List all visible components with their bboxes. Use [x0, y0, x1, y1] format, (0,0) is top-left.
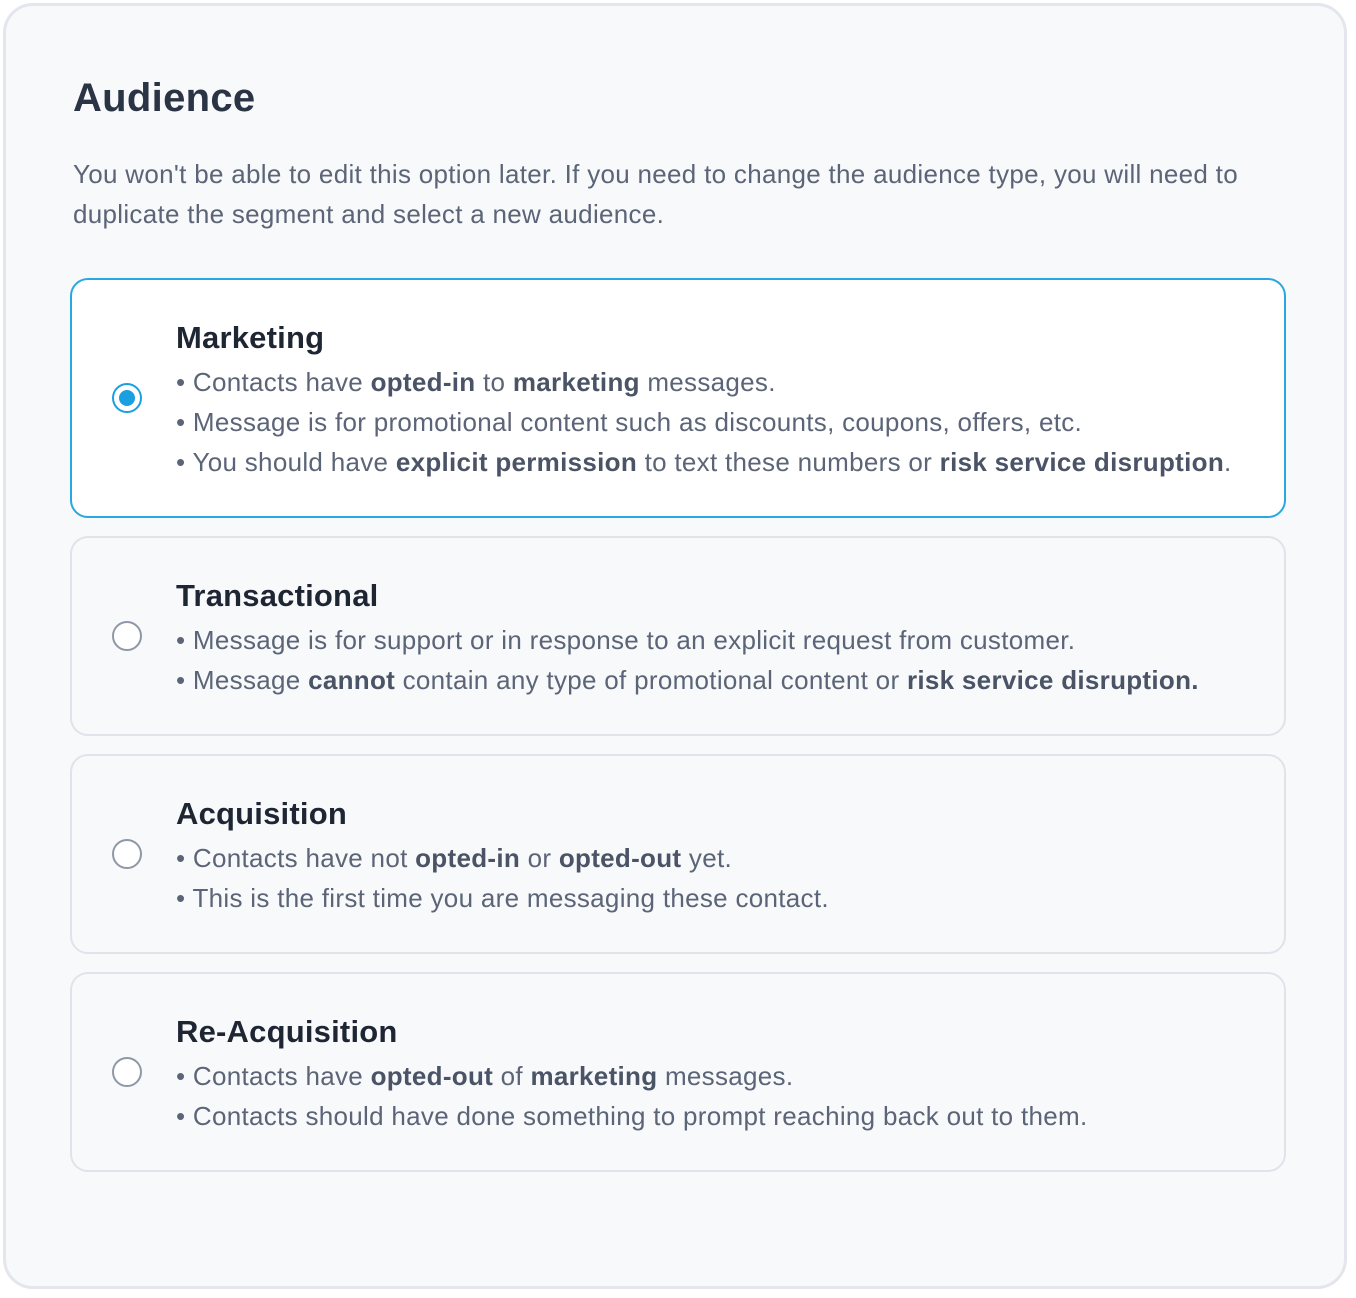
option-title: Marketing	[176, 320, 325, 355]
audience-option-transactional[interactable]	[70, 536, 1286, 736]
audience-card	[3, 3, 1347, 1289]
option-bullet: • Message is for promotional content such as discounts, coupons, offers, etc.	[176, 407, 1083, 437]
emphasis-text: marketing	[530, 1061, 658, 1091]
option-bullet: • Contacts have not opted-in or opted-out yet.	[176, 843, 733, 873]
audience-option-marketing[interactable]	[70, 278, 1286, 518]
emphasis-text: cannot	[308, 665, 396, 695]
section-description: You won't be able to edit this option later. If you need to change the audience type, you will need to duplicate the segment and select a new audience.	[73, 159, 1238, 229]
option-bullet: • Contacts should have done something to prompt reaching back out to them.	[176, 1101, 1088, 1131]
emphasis-text: opted-in	[415, 843, 521, 873]
option-bullet: • Message is for support or in response to an explicit request from customer.	[176, 625, 1076, 655]
option-content	[176, 280, 1284, 516]
radio-marketing[interactable]	[112, 383, 142, 413]
radio-re-acquisition[interactable]	[112, 1057, 142, 1087]
option-bullet: • Contacts have opted-in to marketing messages.	[176, 367, 776, 397]
option-title: Acquisition	[176, 796, 347, 831]
radio-transactional[interactable]	[112, 621, 142, 651]
emphasis-text: risk service disruption	[939, 447, 1225, 477]
emphasis-text: opted-out	[558, 843, 682, 873]
option-title: Transactional	[176, 578, 379, 613]
emphasis-text: opted-out	[370, 1061, 494, 1091]
radio-acquisition[interactable]	[112, 839, 142, 869]
emphasis-text: risk service disruption.	[906, 665, 1199, 695]
option-bullet: • You should have explicit permission to text these numbers or risk service disruption.	[176, 447, 1232, 477]
option-bullet: • Contacts have opted-out of marketing messages.	[176, 1061, 794, 1091]
option-bullet: • Message cannot contain any type of promotional content or risk service disruption.	[176, 665, 1199, 695]
option-content	[176, 974, 1284, 1170]
option-bullet: • This is the first time you are messaging these contact.	[176, 883, 829, 913]
audience-option-acquisition[interactable]	[70, 754, 1286, 954]
audience-option-re-acquisition[interactable]	[70, 972, 1286, 1172]
option-content	[176, 756, 1284, 952]
emphasis-text: marketing	[512, 367, 640, 397]
option-title: Re-Acquisition	[176, 1014, 398, 1049]
emphasis-text: explicit permission	[395, 447, 638, 477]
emphasis-text: opted-in	[370, 367, 476, 397]
section-title: Audience	[73, 76, 256, 120]
audience-options	[70, 278, 1286, 1190]
option-content	[176, 538, 1284, 734]
